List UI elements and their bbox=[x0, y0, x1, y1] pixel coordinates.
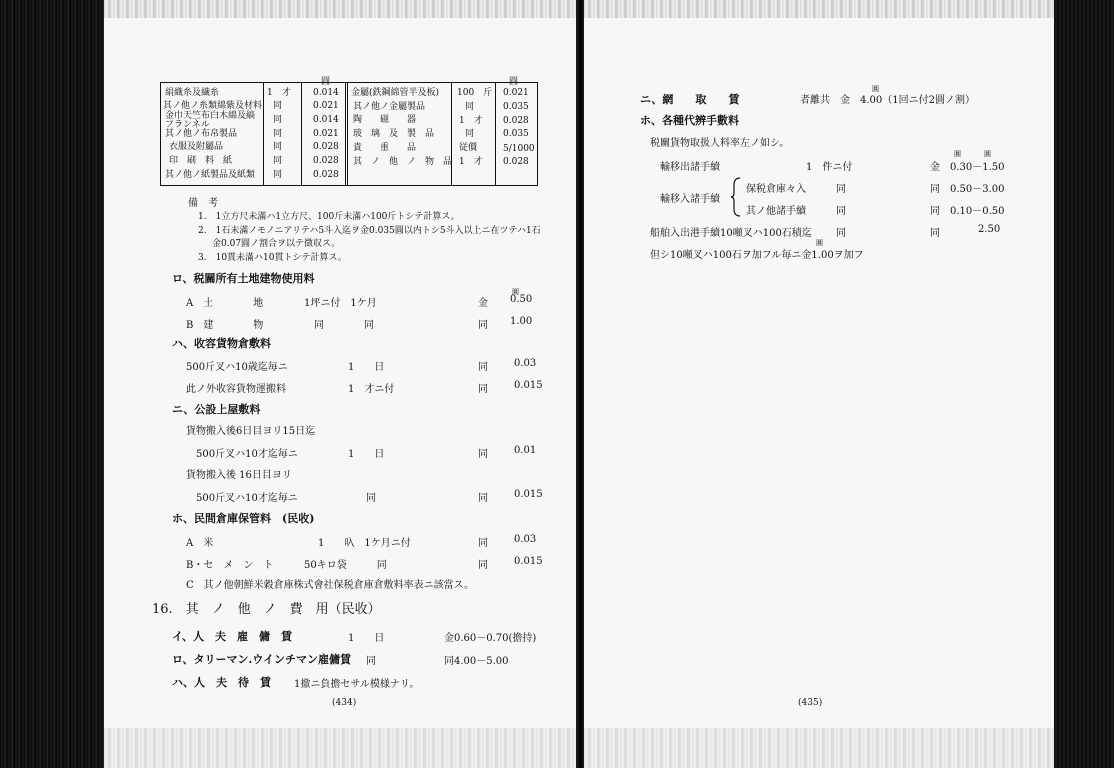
table-row-unit: 1 才 bbox=[459, 116, 483, 126]
row-unit: 同 bbox=[836, 228, 846, 239]
section-heading: ニ、公設上屋敷料 bbox=[172, 403, 261, 416]
row-value: 同4.00－5.00 bbox=[444, 656, 509, 667]
table-row-item: 印 刷 料 紙 bbox=[169, 156, 233, 166]
table-row-item: 其ノ他ノ金屬製品 bbox=[353, 102, 426, 112]
scan-noise bbox=[104, 0, 578, 18]
page-number: (434) bbox=[332, 698, 357, 708]
table-row-unit: 同 bbox=[273, 156, 283, 166]
row-value: 0.50－3.00 bbox=[950, 184, 1005, 195]
row-value: 0.50 bbox=[510, 294, 533, 305]
table-row-item: 金巾天竺布白木綿及縞フランネル bbox=[165, 111, 256, 130]
section-heading: ハ、收容貨物倉敷料 bbox=[172, 337, 271, 350]
table-row-unit: 100 斤 bbox=[457, 88, 493, 98]
row-unit: 同 bbox=[836, 206, 846, 217]
table-row-unit: 同 bbox=[273, 142, 283, 152]
table-row-item: 其ノ他ノ布帛製品 bbox=[165, 129, 238, 139]
scan-noise bbox=[584, 728, 1054, 768]
row-prefix: 同 bbox=[478, 320, 488, 331]
page-number: (435) bbox=[798, 698, 823, 708]
rate-table bbox=[160, 77, 538, 186]
row-prefix: 同 bbox=[478, 538, 488, 549]
right-page bbox=[584, 0, 1054, 768]
row-label: 船舶入出港手續10噸叉ハ100石積迄 bbox=[650, 228, 812, 239]
sub-heading: 貨物搬入後6日目ヨリ15日迄 bbox=[186, 426, 316, 437]
row-prefix: 金 bbox=[930, 162, 940, 173]
row-label: ハ、人 夫 待 賃 bbox=[172, 676, 271, 689]
row-unit: 1坪ニ付 1ケ月 bbox=[304, 298, 377, 309]
row-value: 0.015 bbox=[514, 380, 543, 391]
row-value: 0.01 bbox=[514, 445, 537, 456]
table-row-item: 陶 磁 器 bbox=[353, 115, 417, 125]
row-label: 500斤叉ハ10才迄毎ニ bbox=[196, 449, 298, 460]
note-item: 金0.07圓ノ割合ヲ以テ徴収ス。 bbox=[212, 239, 341, 249]
row-value: 0.015 bbox=[514, 556, 543, 567]
table-row-amount: 0.028 bbox=[313, 156, 339, 166]
note-item: 3. 10貫未滿ハ10貫トシテ計算ス。 bbox=[198, 253, 347, 263]
table-row-amount: 0.028 bbox=[313, 142, 339, 152]
row-value: 0.03 bbox=[514, 534, 537, 545]
currency-mark: 圓 bbox=[872, 85, 879, 93]
row-prefix: 同 bbox=[478, 560, 488, 571]
row-prefix: 同 bbox=[930, 206, 940, 217]
table-row-item: 玻 璃 及 製 品 bbox=[353, 129, 435, 139]
table-row-item: 其ノ他ノ糸類綿紫及材料 bbox=[163, 101, 263, 111]
note-item: 1. 1立方尺未滿ハ1立方尺、100斤未滿ハ100斤トシテ計算ス。 bbox=[198, 212, 460, 222]
note-item: 2. 1石未滿ノモノニアリテハ5斗入迄ヲ金0.035圓以内トシ5斗入以上ニ在ツテハ1石 bbox=[198, 226, 541, 236]
currency-mark: 圓 bbox=[954, 150, 961, 158]
table-row-amount: 0.028 bbox=[503, 157, 529, 167]
row-unit: 同 bbox=[366, 656, 376, 667]
table-row-amount: 0.035 bbox=[503, 129, 529, 139]
row-unit: 同 bbox=[836, 184, 846, 195]
row-label: イ、人 夫 雇 傭 賃 bbox=[172, 630, 293, 643]
row-prefix: 同 bbox=[478, 362, 488, 373]
table-row-item: 絹織糸及繊糸 bbox=[165, 88, 220, 98]
row-prefix: 金 bbox=[478, 298, 488, 309]
section-footer: 但シ10噸叉ハ100石ヲ加フル毎ニ金1.00ヲ加フ bbox=[650, 250, 864, 261]
table-row-item: 衣服及附屬品 bbox=[169, 142, 224, 152]
row-prefix: 同 bbox=[478, 449, 488, 460]
row-label: 其ノ他諸手續 bbox=[746, 206, 806, 217]
row-unit: 1 叺 1ケ月ニ付 bbox=[318, 538, 411, 549]
row-prefix: 同 bbox=[478, 384, 488, 395]
table-row-unit: 同 bbox=[273, 129, 283, 139]
row-label: 此ノ外收容貨物運搬料 bbox=[186, 384, 286, 395]
table-row-amount: 0.014 bbox=[313, 88, 339, 98]
notes-heading: 備 考 bbox=[188, 198, 218, 209]
row-value: 金0.60－0.70(擔持) bbox=[444, 633, 537, 644]
row-unit: 同 bbox=[366, 493, 376, 504]
book-edge-left bbox=[0, 0, 112, 768]
table-row-item: 其ノ他ノ紙製品及紙類 bbox=[165, 170, 256, 180]
row-prefix: 同 bbox=[930, 184, 940, 195]
section-heading: 16. 其 ノ 他 ノ 費 用（民收） bbox=[152, 602, 381, 617]
row-value: 2.50 bbox=[978, 224, 1001, 235]
row-label: 保税倉庫々入 bbox=[746, 184, 806, 195]
table-row-unit: 同 bbox=[465, 129, 475, 139]
table-row-amount: 0.021 bbox=[313, 101, 339, 111]
row-value: 0.03 bbox=[514, 358, 537, 369]
scan-noise bbox=[104, 728, 578, 768]
table-row-unit: 従價 bbox=[459, 143, 478, 153]
brace-icon bbox=[730, 177, 742, 217]
row-value: 0.10－0.50 bbox=[950, 206, 1005, 217]
section-detail: 者離共 金 4.00（1回ニ付2圓ノ割） bbox=[800, 95, 975, 106]
row-unit: 1 件ニ付 bbox=[806, 162, 853, 173]
currency-mark: 圓 bbox=[984, 150, 991, 158]
table-row-unit: 1 才 bbox=[267, 88, 291, 98]
row-value: 0.30－1.50 bbox=[950, 162, 1005, 173]
row-prefix: 同 bbox=[930, 228, 940, 239]
row-unit: 同 同 bbox=[314, 320, 374, 331]
table-row-amount: 0.021 bbox=[313, 129, 339, 139]
table-row-unit: 同 bbox=[273, 170, 283, 180]
row-unit: 1 日 bbox=[348, 362, 385, 373]
row-unit: 50キロ袋 同 bbox=[304, 560, 387, 571]
table-row-amount: 0.014 bbox=[313, 115, 339, 125]
section-heading: ホ、民間倉庫保管料 (民收) bbox=[172, 512, 315, 525]
row-unit: 1 日 bbox=[348, 633, 385, 644]
row-label: 輸移出諸手續 bbox=[660, 162, 720, 173]
row-label: B 建 物 bbox=[186, 320, 264, 331]
table-row-amount: 0.035 bbox=[503, 102, 529, 112]
table-row-unit: 同 bbox=[273, 115, 283, 125]
section-heading: ニ、網 取 賃 bbox=[640, 93, 740, 106]
row-prefix: 同 bbox=[478, 493, 488, 504]
table-row-amount: 0.028 bbox=[313, 170, 339, 180]
currency-mark: 圓 bbox=[509, 77, 519, 87]
table-row-amount: 0.028 bbox=[503, 116, 529, 126]
section-note: C 其ノ他朝鮮米穀倉庫株式會社保税倉庫倉敷料率表ニ該當ス。 bbox=[186, 580, 474, 591]
row-value: 0.015 bbox=[514, 489, 543, 500]
currency-mark: 圓 bbox=[321, 77, 331, 87]
row-label: 500斤叉ハ10歳迄毎ニ bbox=[186, 362, 288, 373]
table-row-unit: 同 bbox=[465, 102, 475, 112]
row-unit: 1 日 bbox=[348, 449, 385, 460]
row-label: 500斤叉ハ10才迄毎ニ bbox=[196, 493, 298, 504]
left-page bbox=[104, 0, 578, 768]
row-label: A 米 bbox=[186, 538, 214, 549]
table-row-amount: 0.021 bbox=[503, 88, 529, 98]
currency-mark: 圓 bbox=[816, 239, 823, 247]
table-row-item: 貴 重 品 bbox=[353, 143, 417, 153]
table-row-item: 金屬(鉄鋼綿管半及板) bbox=[351, 88, 440, 98]
scan-noise bbox=[584, 0, 1054, 18]
table-row-unit: 同 bbox=[273, 101, 283, 111]
row-unit: 1 才ニ付 bbox=[348, 384, 395, 395]
section-heading: ホ、各種代辨手數料 bbox=[640, 114, 739, 127]
row-value: 1.00 bbox=[510, 316, 533, 327]
table-row-item: 其 ノ 他 ノ 物 品 bbox=[353, 157, 453, 167]
row-unit: 1撤ニ負擔セサル模様ナリ。 bbox=[294, 679, 420, 690]
brace-label: 輸移入諸手續 bbox=[660, 194, 720, 205]
currency-mark: 圓 bbox=[512, 288, 519, 296]
table-row-unit: 1 才 bbox=[459, 157, 483, 167]
row-label: ロ、タリーマン.ウインチマン雇傭賃 bbox=[172, 653, 352, 666]
section-intro: 税關貨物取扱人料率左ノ如シ。 bbox=[650, 138, 790, 149]
book-edge-right bbox=[1054, 0, 1114, 768]
row-label: A 土 地 bbox=[186, 298, 264, 309]
table-row-amount: 5/1000 bbox=[503, 144, 535, 154]
section-heading: ロ、税關所有土地建物使用料 bbox=[172, 272, 315, 285]
row-label: B・セ メ ン ト bbox=[186, 560, 274, 571]
sub-heading: 貨物搬入後 16日目ヨリ bbox=[186, 470, 292, 481]
